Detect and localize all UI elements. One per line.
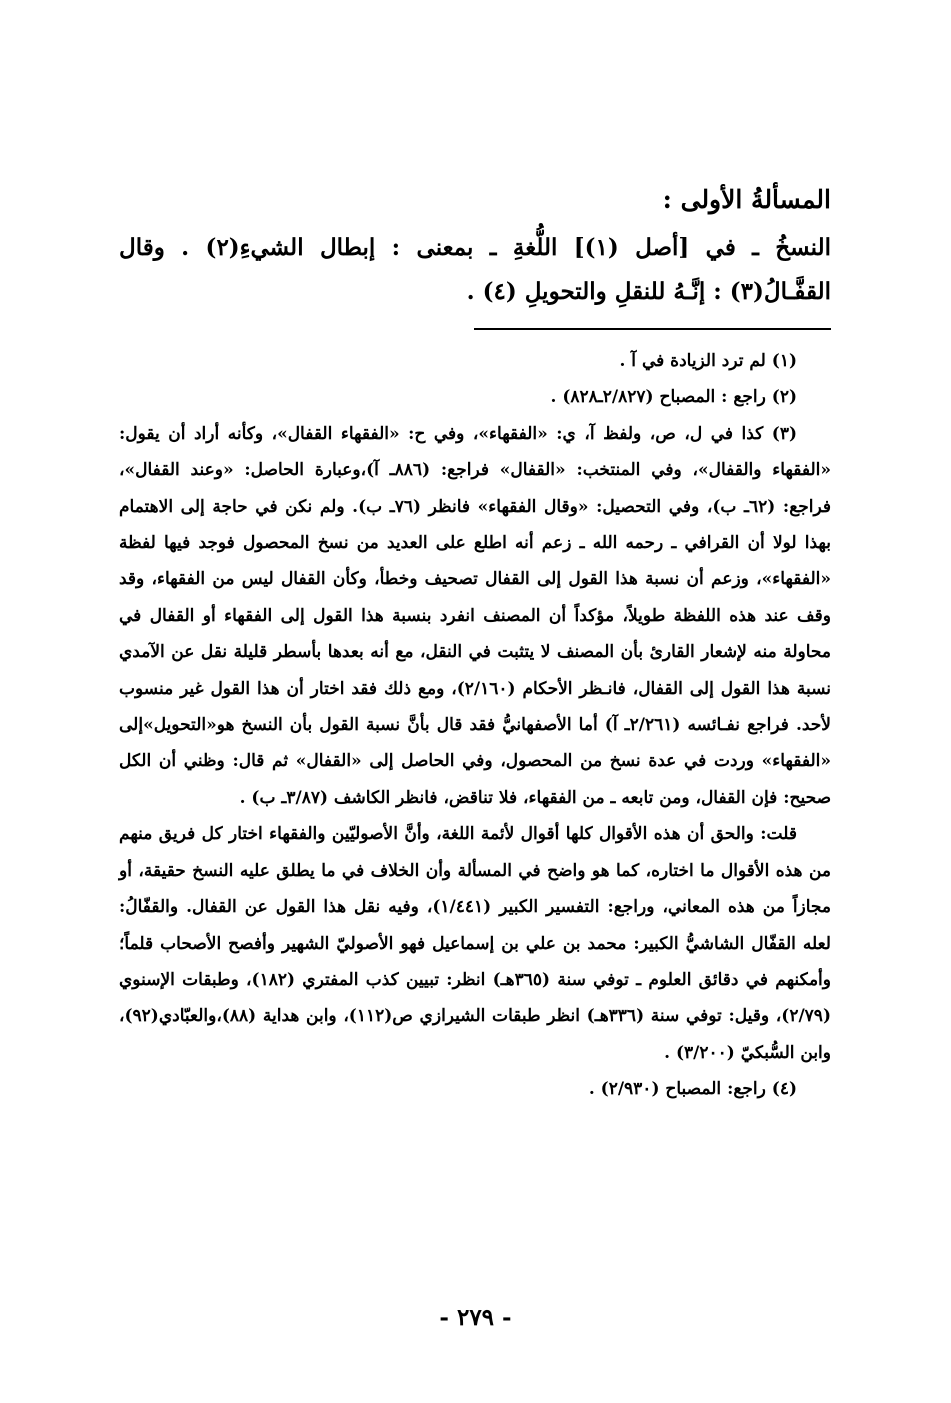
footnote-3: (٣) كذا في ل، ص، ولفظ آ، ي: «الفقهاء»، وفي ح: «الفقهاء القفال»، وكأنه أراد أن يقول: «الفقهاء والقفال»، وفي المنتخب: «القفال» فراجع: (٨٨٦ـ آ)،وعبارة الحاصل: «وعند القفال»، فراجع: (٦٢ـ ب)، وفي التحصيل: «وقال الفقهاء» فانظر (٧٦ـ ب). ولم نكن في حاجة إلى الاهتمام بهذا لولا أن القرافي ـ رحمه الله ـ زعم أنه اطلع على العديد من نسخ المحصول فوجد فيها لفظة «الفقهاء»، وزعم أن نسبة هذا القول إلى القفال تصحيف وخطأ، وكأن القفال ليس من الفقهاء، وقد وقف عند هذه اللفظة طويلاً، مؤكداً أن المصنف انفرد بنسبة هذا القول إلى الفقهاء أو القفال في محاولة منه لإشعار القارئ بأن المصنف لا يتثبت في النقل، مع أنه بعدها بأسطر قليلة نقل عن الآمدي نسبة هذا القول إلى القفال، فانـظر الأحكام (٢/١٦٠)، ومع ذلك فقد اختار أن هذا القول غير منسوب لأحد. فراجع نفـائسه (٢/٢٦١ـ آ) أما الأصفهانيُّ فقد قال بأنَّ نسبة القول بأن النسخ هو«التحويل»إلى «الفقهاء» وردت في عدة نسخ من المحصول، وفي الحاصل إلى «القفال» ثم قال: وظني أن الكل صحيح: فإن القفال، ومن تابعه ـ من الفقهاء، فلا تناقض، فانظر الكاشف (٣/٨٧ـ ب) . bbox=[119, 423, 832, 808]
footnotes bbox=[119, 343, 831, 1108]
footnote-3-continuation: قلت: والحق أن هذه الأقوال كلها أقوال لأئمة اللغة، وأنَّ الأصوليّين والفقهاء اختار كل فريق منهم من هذه الأقوال ما اختاره، كما هو واضح في المسألة وأن الخلاف في ما يطلق عليه النسخ حقيقة، أو مجازاً من هذه المعاني، وراجع: التفسير الكبير (١/٤٤١)، وفيه نقل هذا القول عن القفال. والقفّالُ: لعله القفّال الشاشيُّ الكبير: محمد بن علي بن إسماعيل فهو الأصوليّ الشهير وأفصح الأصحاب قلماً؛ وأمكنهم في دقائق العلوم ـ توفي سنة (٣٦٥هـ) انظر: تبيين كذب المفتري (١٨٢)، وطبقات الإسنوي (٢/٧٩)، وقيل: توفي سنة (٣٣٦هـ) انظر طبقات الشيرازي ص(١١٢)، وابن هداية (٨٨)،والعبّادي(٩٢)، وابن السُّبكيّ (٣/٢٠٠) . bbox=[119, 824, 832, 1063]
footnote-1: (١) لم ترد الزيادة في آ . bbox=[619, 351, 797, 371]
page-number: - ٢٧٩ - bbox=[439, 1304, 512, 1331]
footnote-4: (٤) راجع: المصباح (٢/٩٣٠) . bbox=[588, 1079, 797, 1100]
main-text: النسخُ ـ في [أصل (١)] اللُّغةِ ـ بمعنى : إبطال الشيءِ(٢) . وقال القفَّـالُ(٣) : إنَّـهُ للنقلِ والتحويلِ (٤) . bbox=[119, 234, 831, 305]
footnote-separator bbox=[474, 328, 831, 330]
section-heading: المسألةُ الأولى : bbox=[662, 185, 831, 214]
footnote-2: (٢) راجع : المصباح (٢/٨٢٧ـ٨٢٨) . bbox=[550, 387, 797, 408]
